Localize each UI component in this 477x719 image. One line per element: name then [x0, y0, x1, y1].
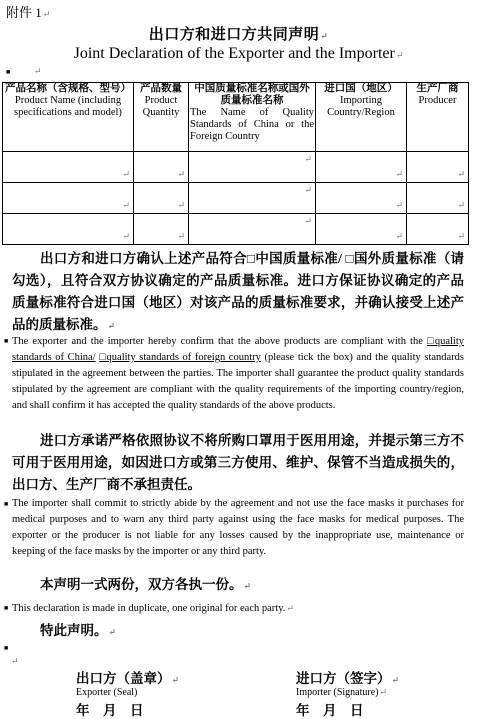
importer-date: 年 月 日: [296, 703, 364, 718]
paragraph-4-chinese: 特此声明。↵: [40, 623, 117, 638]
table-cell[interactable]: ↵: [134, 152, 189, 183]
paragraph-2-chinese: 进口方承诺严格依照协议不将所购口罩用于医用用途，并提示第三方不可用于医用用途，如因进口方或第三方使用、维护、保管不当造成损失的，出口方、生产厂商不承担责任。: [12, 433, 464, 492]
table-cell[interactable]: ↵: [134, 183, 189, 214]
table-cell[interactable]: ↵: [3, 214, 134, 245]
option-china-standard[interactable]: □quality standards of China/: [12, 336, 464, 363]
title-chinese: 出口方和进口方共同声明↵: [148, 27, 329, 43]
paragraph-2-english: The importer shall commit to strictly abide by the agreement and not use the face masks it purchases for medical purposes and to warn any third party against using the face masks for medical purposes. The exporter or the producer is not liable for any losses caused by the inappropriate use, maintenance or keeping of the face masks by the importer or any third party.: [12, 498, 464, 557]
table-cell[interactable]: ↵: [316, 183, 407, 214]
table-cell[interactable]: ↵: [407, 214, 469, 245]
paragraph-mark: ↵: [320, 31, 329, 41]
bullet-marker: ■: [4, 644, 9, 652]
bullet-marker: ■: [4, 604, 9, 612]
header-quality-standard: 中国质量标准名称或国外质量标准名称 The Name of Quality Standards of China or the Foreign Country: [189, 83, 316, 152]
title-english: Joint Declaration of the Exporter and the Importer↵: [73, 45, 404, 62]
bullet-marker: ■: [4, 500, 9, 508]
table-cell[interactable]: ↵: [3, 152, 134, 183]
table-row: [3, 183, 469, 214]
exporter-seal-english: Exporter (Seal): [76, 687, 138, 698]
header-importing-country: 进口国（地区） Importing Country/Region: [316, 83, 407, 152]
paragraph-mark: ↵: [34, 66, 42, 76]
table-cell[interactable]: ↵: [189, 183, 316, 214]
importer-signature-english: Importer (Signature)↵: [296, 687, 388, 698]
exporter-seal-label: 出口方（盖章）↵: [76, 671, 180, 686]
table-cell[interactable]: ↵: [407, 183, 469, 214]
attachment-label: 附件 1↵: [6, 5, 51, 20]
paragraph-3-english: This declaration is made in duplicate, one original for each party.↵: [12, 603, 294, 614]
product-table: [2, 82, 469, 245]
header-producer: 生产厂商 Producer: [407, 83, 469, 152]
header-product-quantity: 产品数量 Product Quantity: [134, 83, 189, 152]
paragraph-1-chinese: 出口方和进口方确认上述产品符合□中国质量标准/ □国外质量标准（请勾选），且符合双方协议确定的产品质量标准。进口方保证协议确定的产品质量标准符合进口国（地区）对该产品的质量标准要求，并确认接受上述产品的质量标准。↵: [12, 251, 464, 332]
exporter-date: 年 月 日: [76, 703, 144, 718]
table-cell[interactable]: ↵: [189, 214, 316, 245]
paragraph-1-english: The exporter and the importer hereby confirm that the above products are compliant with the □quality standards of China/ □quality standards of foreign country (please tick the box) and the quality standards stipulated in the agreement between the parties. The importer shall guarantee the product quality standards stipulated by the agreement are compliant with the quality requirements of the importing country/region, and shall confirm it has accepted the quality standards of the above products.: [12, 336, 465, 411]
table-row: [3, 214, 469, 245]
paragraph-3-chinese: 本声明一式两份，双方各执一份。↵: [40, 577, 252, 592]
table-cell[interactable]: ↵: [316, 152, 407, 183]
option-foreign-standard[interactable]: □quality standards of foreign country: [99, 352, 261, 363]
table-cell[interactable]: ↵: [3, 183, 134, 214]
paragraph-mark: ↵: [395, 50, 404, 60]
table-cell[interactable]: ↵: [407, 152, 469, 183]
table-cell[interactable]: ↵: [189, 152, 316, 183]
header-product-name: 产品名称（含规格、型号） Product Name (including specifications and model): [3, 83, 134, 152]
bullet-marker: ■: [6, 68, 11, 76]
bullet-marker: ■: [4, 337, 9, 345]
table-header-row: [3, 83, 469, 152]
table-cell[interactable]: ↵: [316, 214, 407, 245]
paragraph-mark: ↵: [42, 9, 51, 19]
table-row: [3, 152, 469, 183]
table-cell[interactable]: ↵: [134, 214, 189, 245]
paragraph-mark: ↵: [11, 656, 19, 666]
importer-signature-label: 进口方（签字）↵: [296, 671, 400, 686]
